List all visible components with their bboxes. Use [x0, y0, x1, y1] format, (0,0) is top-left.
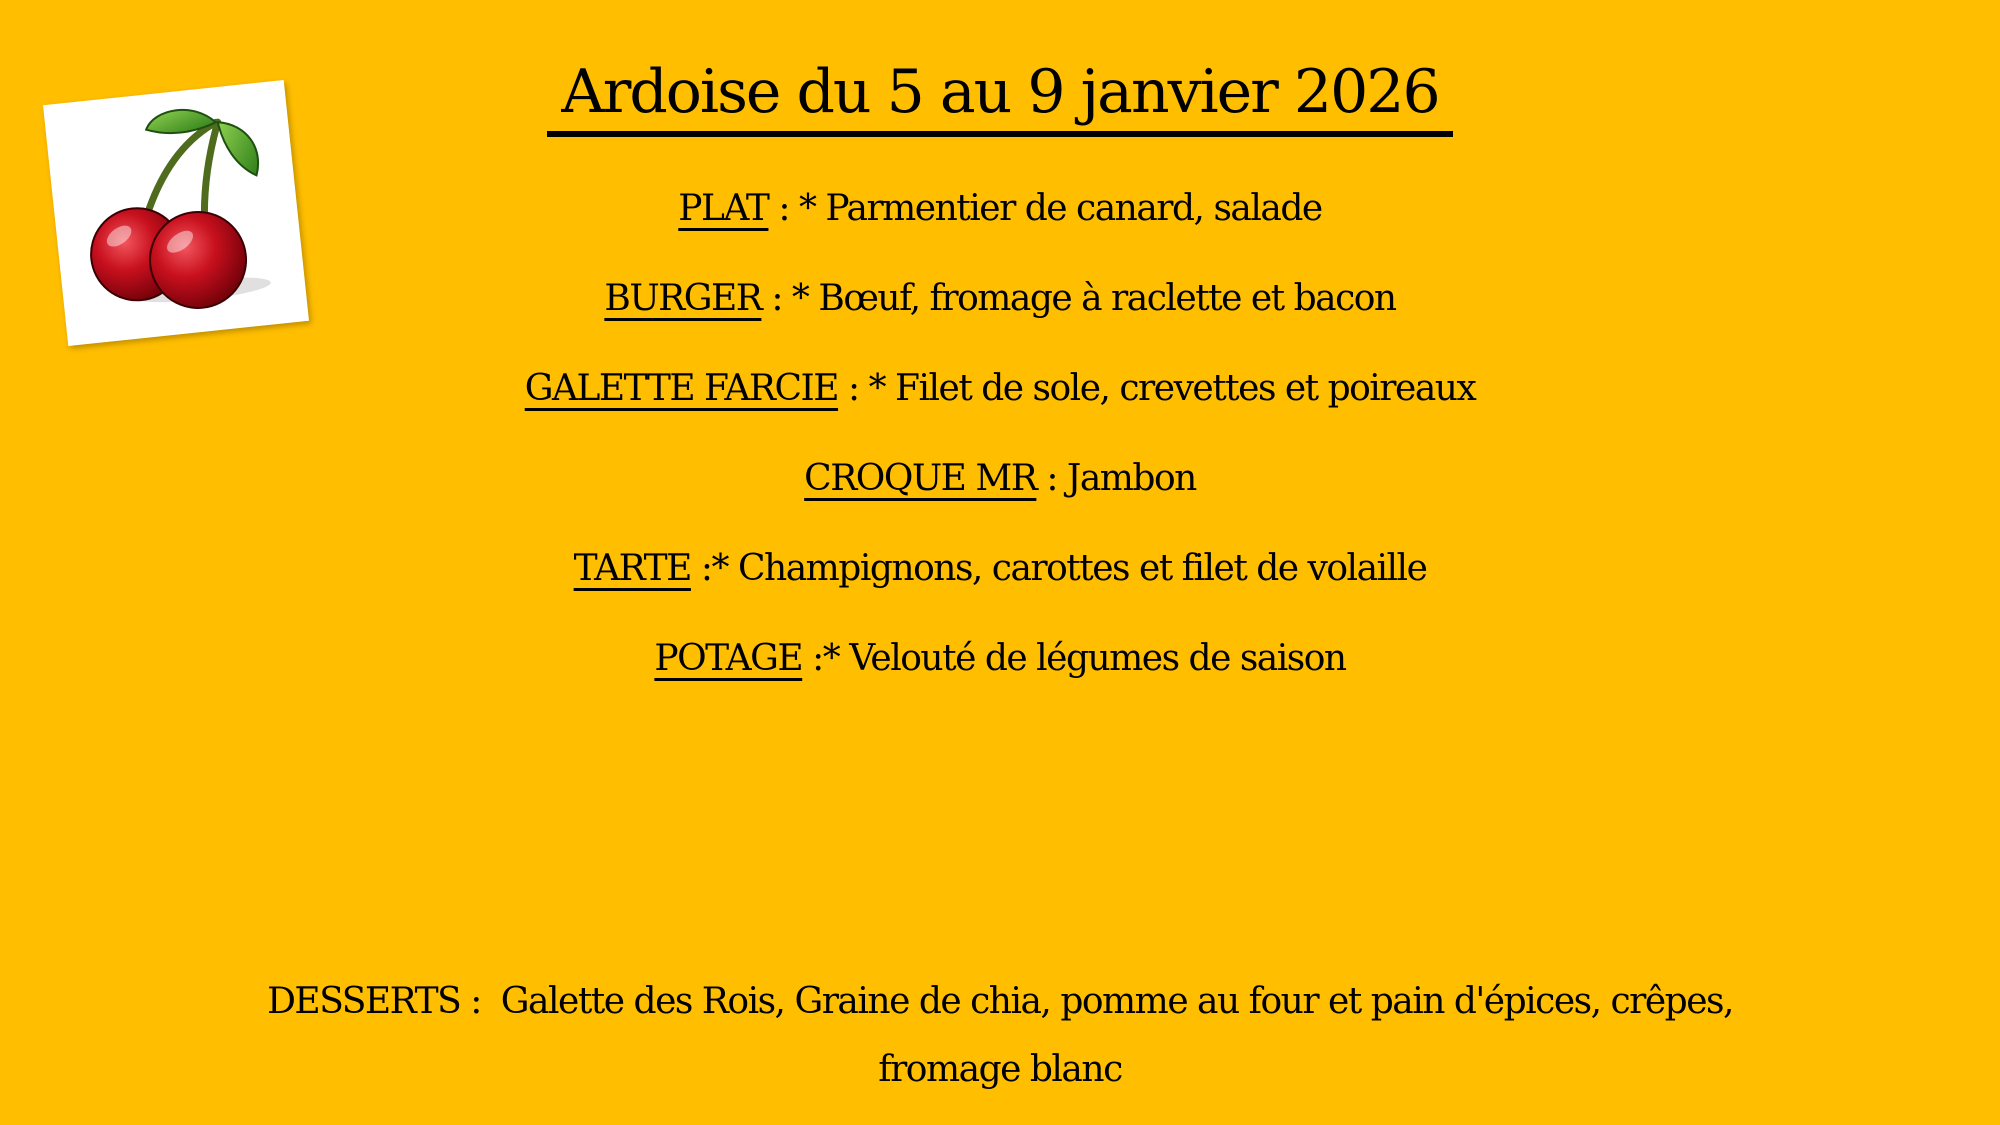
menu-category: BURGER: [604, 277, 762, 319]
menu-separator: :: [768, 187, 799, 229]
menu-item-plat: [0, 163, 2000, 253]
menu-category: PLAT: [678, 187, 769, 229]
menu-dish: Jambon: [1066, 457, 1196, 499]
page-title: [0, 52, 2000, 137]
desserts-label: DESSERTS :: [267, 981, 481, 1022]
menu-item-tarte: [0, 523, 2000, 613]
menu-dish: * Champignons, carottes et filet de volaille: [711, 547, 1427, 589]
desserts-section: [260, 968, 1740, 1104]
desserts-text: Galette des Rois, Graine de chia, pomme au four et pain d'épices, crêpes, fromage blanc: [500, 981, 1733, 1090]
menu-separator: :: [1036, 457, 1067, 499]
menu-category: CROQUE MR: [804, 457, 1037, 499]
menu-separator: :: [761, 277, 792, 319]
menu-category: TARTE: [573, 547, 691, 589]
menu-dish: * Filet de sole, crevettes et poireaux: [868, 367, 1476, 409]
menu-item-burger: [0, 253, 2000, 343]
menu-list: [0, 163, 2000, 703]
menu-item-croque-mr: [0, 433, 2000, 523]
menu-separator: :: [690, 547, 712, 589]
menu-separator: :: [802, 637, 823, 679]
menu-separator: :: [838, 367, 869, 409]
page-title-text: Ardoise du 5 au 9 janvier 2026: [547, 53, 1452, 137]
menu-category: GALETTE FARCIE: [524, 367, 839, 409]
menu-dish: * Parmentier de canard, salade: [798, 187, 1322, 229]
menu-item-galette-farcie: [0, 343, 2000, 433]
menu-item-potage: [0, 613, 2000, 703]
menu-dish: * Bœuf, fromage à raclette et bacon: [791, 277, 1396, 319]
menu-category: POTAGE: [654, 637, 803, 679]
menu-dish: * Velouté de légumes de saison: [822, 637, 1346, 679]
desserts-separator: [481, 981, 501, 1022]
